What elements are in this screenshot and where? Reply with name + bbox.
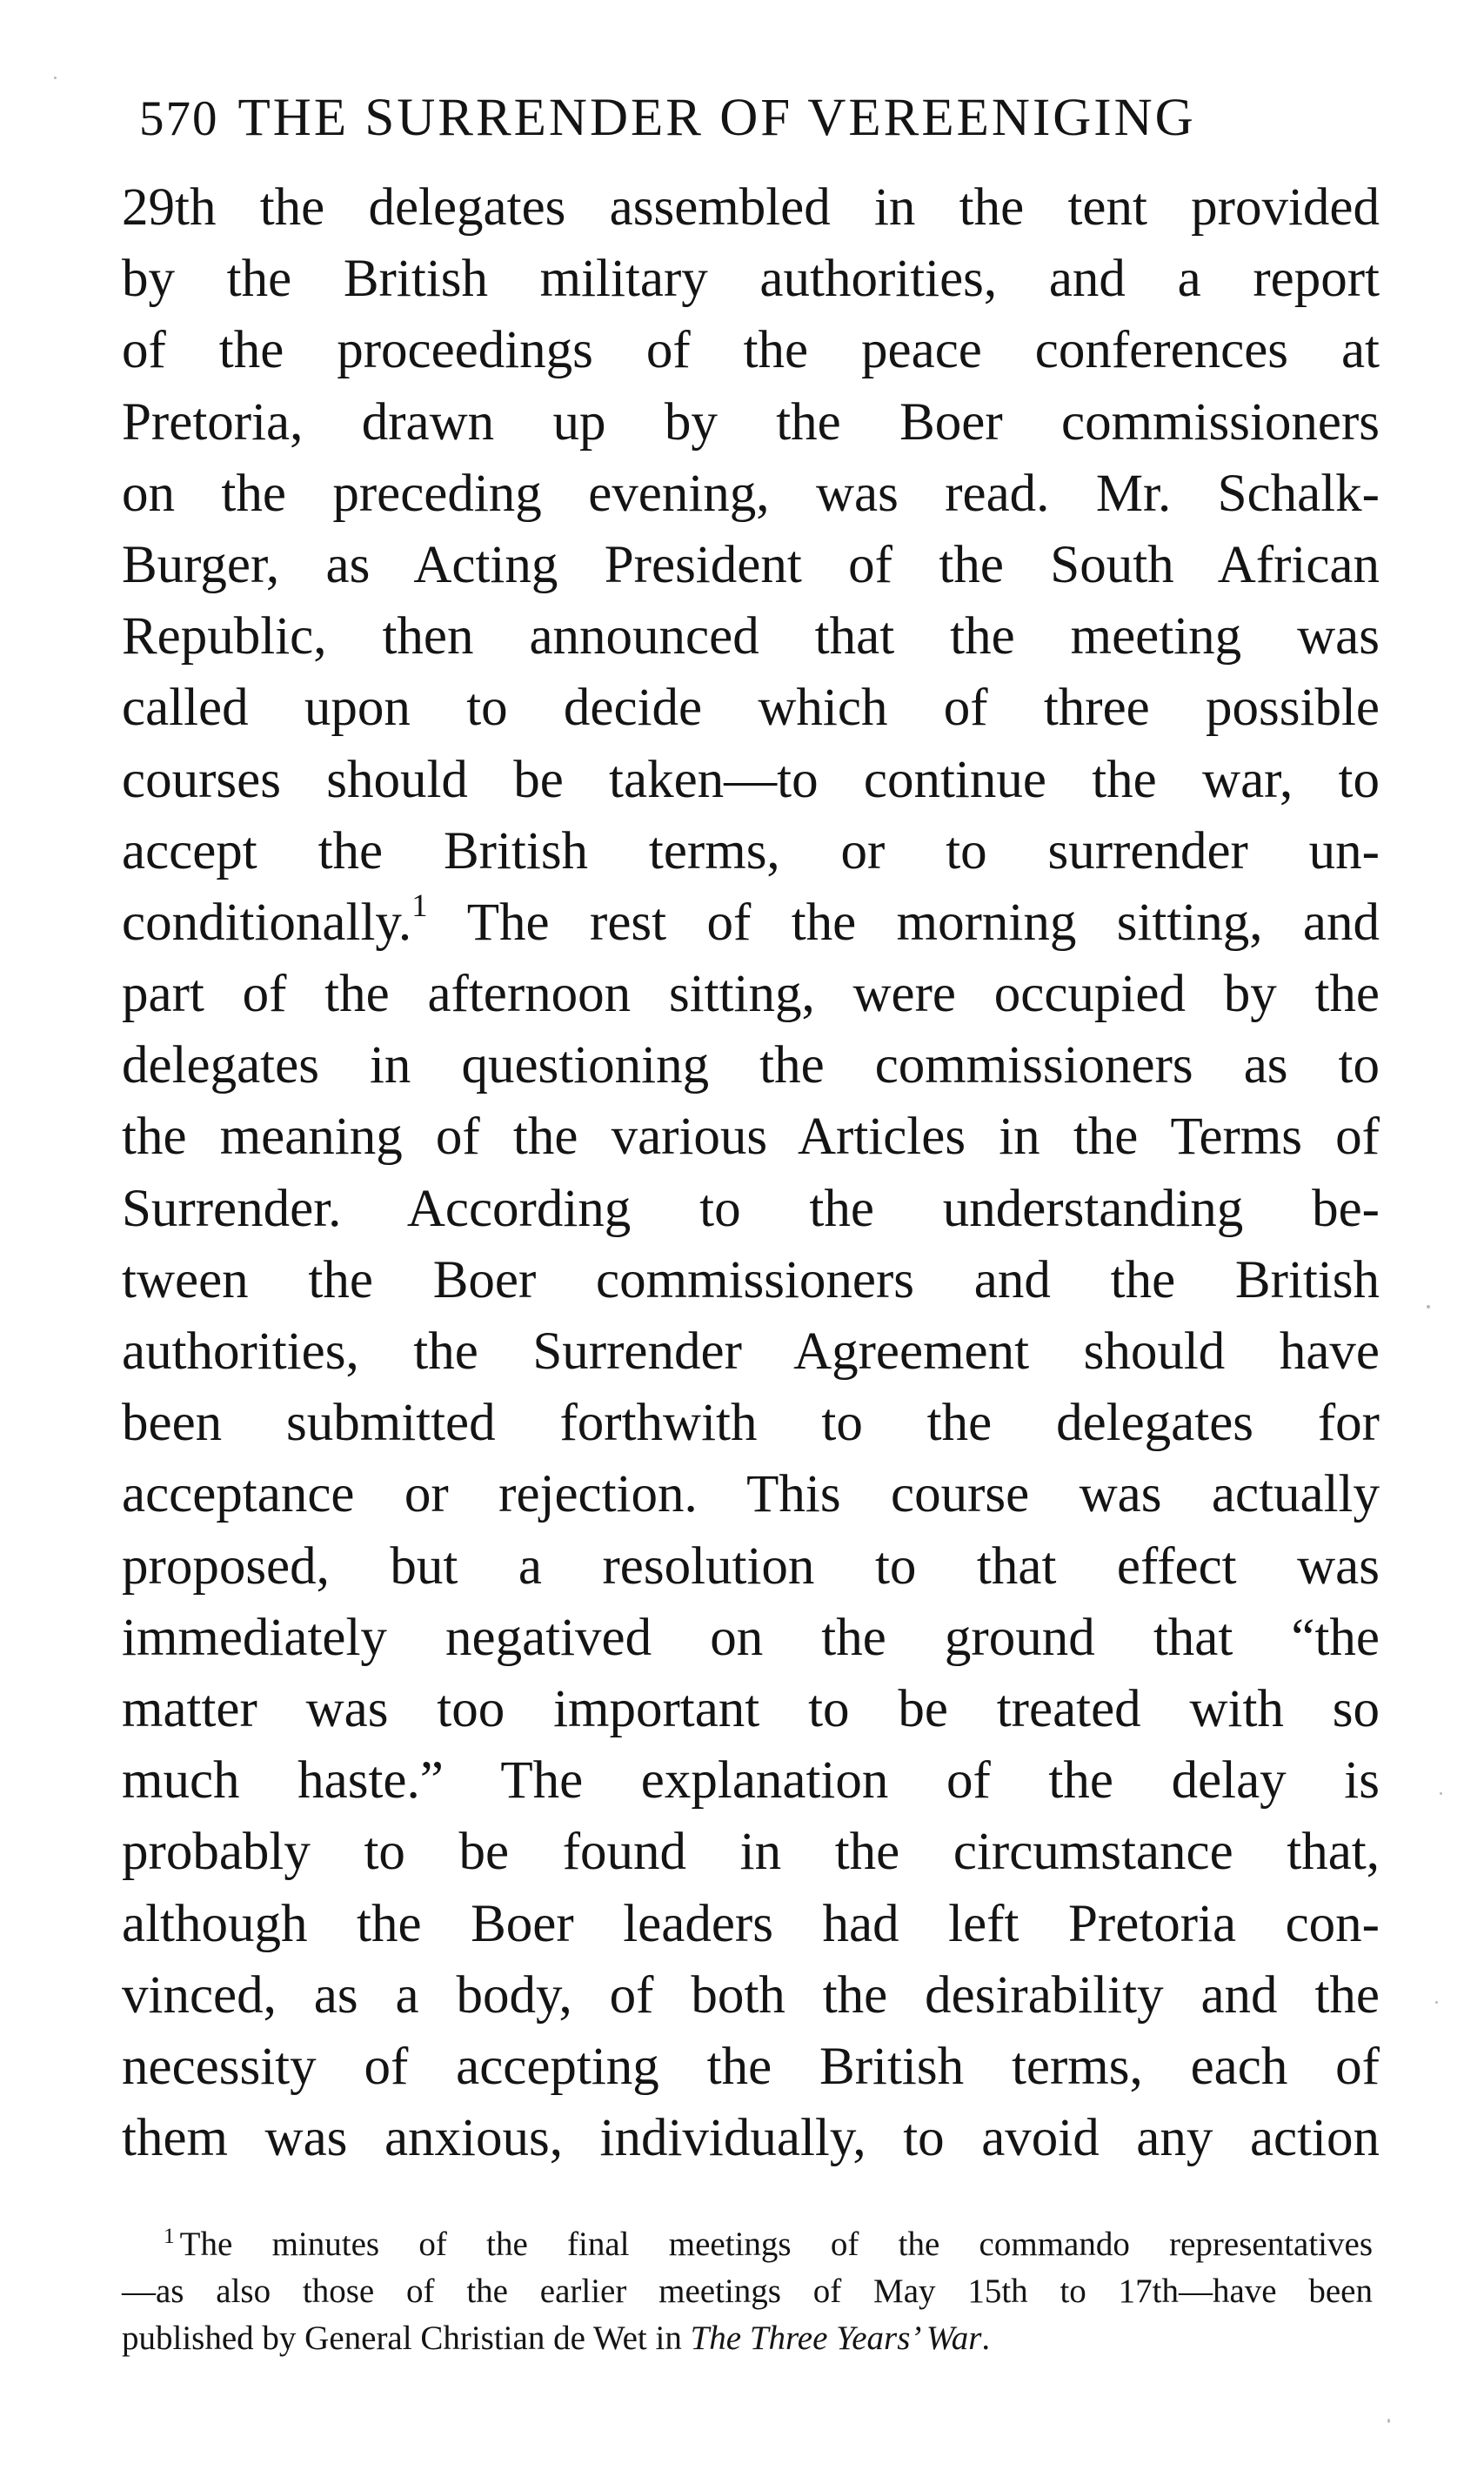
- text-line: called upon to decide which of three possible: [122, 679, 1380, 738]
- page-header: [139, 84, 1392, 154]
- scan-speck: [1440, 1792, 1442, 1795]
- text-line: proposed, but a resolution to that effect was: [122, 1536, 1380, 1596]
- text-line: authorities, the Surrender Agreement should have: [122, 1322, 1380, 1381]
- text-line-with-footnote-ref: [122, 887, 1380, 959]
- book-title: The Three Years’ War: [690, 2319, 982, 2357]
- text-line: necessity of accepting the British terms, each of: [122, 2037, 1380, 2096]
- footnote-reference: 1: [411, 887, 428, 924]
- text-line: part of the afternoon sitting, were occupied by the: [122, 965, 1380, 1024]
- text-line: the meaning of the various Articles in the Terms of: [122, 1108, 1380, 1167]
- text-line: Burger, as Acting President of the South African: [122, 535, 1380, 594]
- footnote-text: published by General Christian de Wet in: [122, 2319, 691, 2357]
- text-line: immediately negatived on the ground that “the: [122, 1608, 1380, 1667]
- scan-speck: [54, 77, 57, 79]
- text-line: acceptance or rejection. This course was actually: [122, 1465, 1380, 1524]
- text-line: of the proceedings of the peace conferences at: [122, 321, 1380, 380]
- line-start: conditionally.: [122, 893, 412, 952]
- text-line: Surrender. According to the understanding be-: [122, 1179, 1380, 1238]
- page-number: 570: [139, 91, 219, 146]
- text-line: delegates in questioning the commissioners as to: [122, 1036, 1380, 1095]
- text-line: courses should be taken—to continue the war, to: [122, 750, 1380, 809]
- footnote-text: .: [981, 2319, 991, 2357]
- text-line: much haste.” The explanation of the delay is: [122, 1751, 1380, 1811]
- text-line: 29th the delegates assembled in the tent provided: [122, 178, 1380, 237]
- scan-speck: [1387, 2419, 1390, 2423]
- footnote: [122, 2221, 1373, 2362]
- text-line: by the British military authorities, and a report: [122, 250, 1380, 309]
- text-line: been submitted forthwith to the delegates for: [122, 1394, 1380, 1453]
- body-text: [122, 172, 1380, 2174]
- text-line: although the Boer leaders had left Pretoria con-: [122, 1894, 1380, 1953]
- text-line: Pretoria, drawn up by the Boer commissioners: [122, 392, 1380, 452]
- text-line: probably to be found in the circumstance that,: [122, 1823, 1380, 1882]
- scan-speck: [1435, 2001, 1438, 2004]
- text-line: vinced, as a body, of both the desirability and the: [122, 1965, 1380, 2025]
- text-line: accept the British terms, or to surrender un-: [122, 821, 1380, 880]
- footnote-line: —as also those of the earlier meetings of May 15th to 17th—have been: [122, 2273, 1373, 2310]
- scan-speck: [1427, 1305, 1430, 1309]
- footnote-marker: 1: [164, 2224, 175, 2248]
- text-line: Republic, then announced that the meeting was: [122, 607, 1380, 666]
- line-end: The rest of the morning sitting, and: [466, 893, 1380, 952]
- text-line: matter was too important to be treated with so: [122, 1679, 1380, 1738]
- footnote-line: [122, 2221, 1373, 2268]
- text-line: tween the Boer commissioners and the British: [122, 1250, 1380, 1309]
- running-title: THE SURRENDER OF VEREENIGING: [237, 89, 1196, 147]
- text-line: on the preceding evening, was read. Mr. Schalk-: [122, 464, 1380, 523]
- text-line: them was anxious, individually, to avoid any action: [122, 2109, 1380, 2168]
- footnote-line: [122, 2315, 1373, 2362]
- footnote-text: The minutes of the final meetings of the commando representatives: [179, 2226, 1373, 2263]
